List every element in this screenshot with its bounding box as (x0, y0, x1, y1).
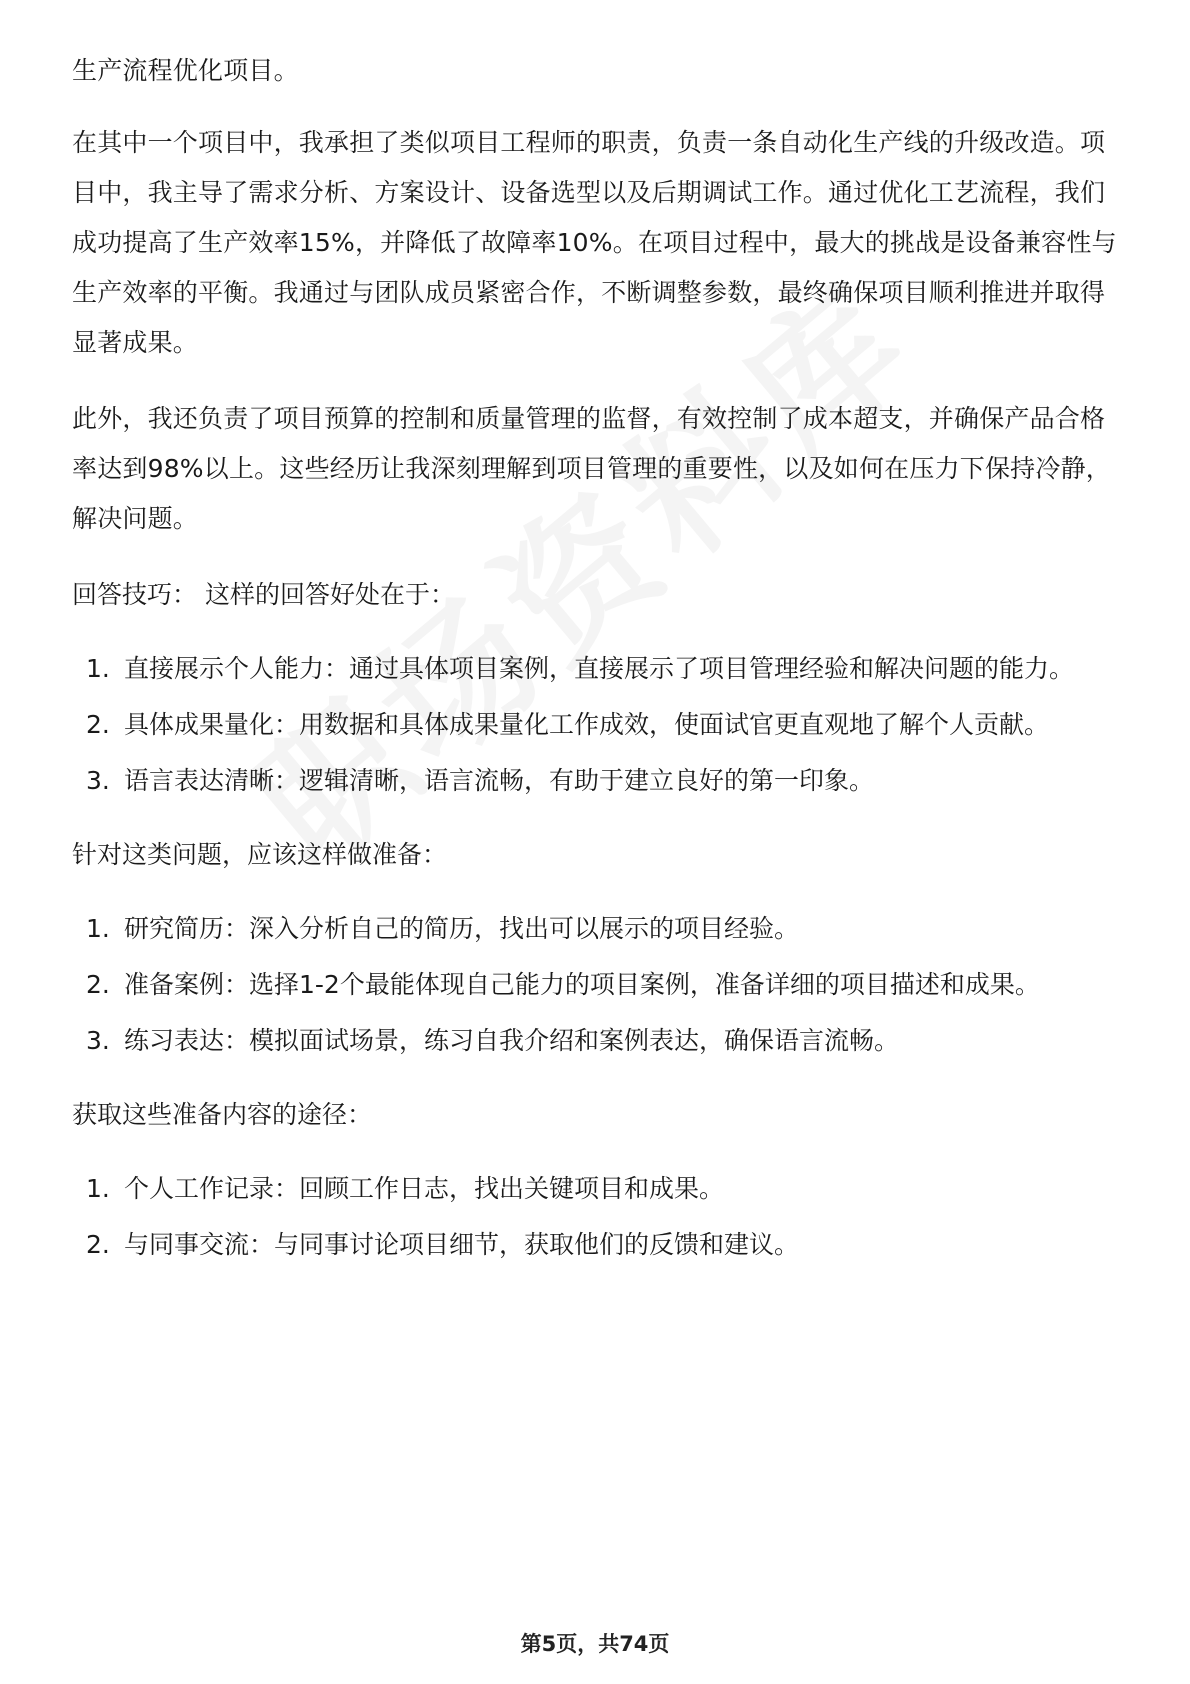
list-item (72, 960, 1122, 1010)
list-item (72, 644, 1122, 694)
list-item-text: 研究简历：深入分析自己的简历，找出可以展示的项目经验。 (124, 914, 800, 943)
list-number: 3. (86, 1026, 110, 1055)
list-number: 2. (86, 1230, 110, 1259)
document-body (72, 46, 1122, 1294)
list-number: 2. (86, 970, 110, 999)
list-number: 1. (86, 914, 110, 943)
sources-heading: 获取这些准备内容的途径： (72, 1100, 373, 1129)
sources-list (72, 1164, 1122, 1270)
list-item (72, 756, 1122, 806)
list-item (72, 1016, 1122, 1066)
list-item-text: 直接展示个人能力：通过具体项目案例，直接展示了项目管理经验和解决问题的能力。 (124, 654, 1075, 683)
list-item-text: 与同事交流：与同事讨论项目细节，获取他们的反馈和建议。 (124, 1230, 800, 1259)
preparation-list (72, 904, 1122, 1066)
list-number: 1. (86, 1174, 110, 1203)
paragraph-continuation: 生产流程优化项目。 (72, 56, 299, 85)
list-item (72, 904, 1122, 954)
list-item-text: 语言表达清晰：逻辑清晰，语言流畅，有助于建立良好的第一印象。 (124, 766, 875, 795)
list-item (72, 700, 1122, 750)
list-number: 2. (86, 710, 110, 739)
paragraph-project-experience: 在其中一个项目中，我承担了类似项目工程师的职责，负责一条自动化生产线的升级改造。项目中，我主导了需求分析、方案设计、设备选型以及后期调试工作。通过优化工艺流程，我们成功提高了生产效率15%，并降低了故障率10%。在项目过程中，最大的挑战是设备兼容性与生产效率的平衡。我通过与团队成员紧密合作，不断调整参数，最终确保项目顺利推进并取得显著成果。 (72, 128, 1117, 357)
list-number: 1. (86, 654, 110, 683)
tips-list (72, 644, 1122, 806)
paragraph-budget-quality: 此外，我还负责了项目预算的控制和质量管理的监督，有效控制了成本超支，并确保产品合格率达到98%以上。这些经历让我深刻理解到项目管理的重要性，以及如何在压力下保持冷静，解决问题。 (72, 404, 1111, 533)
list-number: 3. (86, 766, 110, 795)
list-item-text: 准备案例：选择1-2个最能体现自己能力的项目案例，准备详细的项目描述和成果。 (124, 970, 1040, 999)
list-item (72, 1220, 1122, 1270)
list-item (72, 1164, 1122, 1214)
list-item-text: 个人工作记录：回顾工作日志，找出关键项目和成果。 (124, 1174, 725, 1203)
tips-heading: 回答技巧： 这样的回答好处在于： (72, 580, 455, 609)
preparation-heading: 针对这类问题，应该这样做准备： (72, 840, 448, 869)
list-item-text: 练习表达：模拟面试场景，练习自我介绍和案例表达，确保语言流畅。 (124, 1026, 900, 1055)
page-number: 第5页，共74页 (520, 1632, 670, 1656)
list-item-text: 具体成果量化：用数据和具体成果量化工作成效，使面试官更直观地了解个人贡献。 (124, 710, 1050, 739)
